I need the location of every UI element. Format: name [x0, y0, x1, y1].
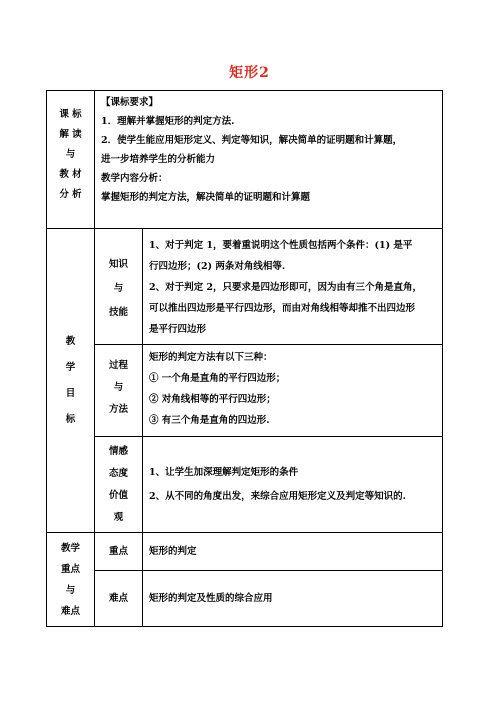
lesson-plan-table — [46, 90, 443, 627]
label-line: 情感 — [108, 446, 128, 457]
row-focus — [47, 533, 443, 571]
text-line: 进一步培养学生的分析能力 — [101, 154, 216, 165]
label-line: 教 材 — [59, 169, 82, 180]
knowledge-content — [143, 229, 443, 345]
label-line: 分 析 — [59, 189, 82, 200]
label-line: 与 — [113, 283, 124, 294]
label-line: 价值 — [108, 490, 128, 501]
label-line: 态度 — [108, 468, 128, 479]
label-goals — [47, 229, 95, 533]
text-line: 1．理解并掌握矩形的判定方法. — [101, 116, 235, 127]
text-line: 2．使学生能应用矩形定义、判定等知识，解决简单的证明题和计算题， — [101, 135, 403, 146]
label-key — [47, 533, 95, 627]
row-difficulty — [47, 571, 443, 627]
text-line: 行四边形；(2) 两条对角线相等. — [149, 261, 286, 272]
label-line: 目 — [65, 387, 76, 399]
emotion-content — [143, 437, 443, 533]
label-line: 技能 — [108, 307, 128, 318]
row-knowledge — [47, 229, 443, 345]
text-line: ① 一个角是直角的平行四边形； — [149, 373, 286, 384]
curriculum-content — [95, 91, 443, 229]
label-line: 重点 — [60, 563, 80, 575]
text-line: 【课标要求】 — [101, 97, 159, 108]
label-line: 与 — [65, 149, 76, 160]
label-line: 课 标 — [59, 109, 82, 120]
label-line: 教 — [65, 335, 76, 347]
label-focus: 重点 — [95, 533, 143, 571]
text-line: 1、对于判定 1，要着重说明这个性质包括两个条件：(1) 是平 — [149, 240, 413, 251]
label-knowledge — [95, 229, 143, 345]
label-process — [95, 345, 143, 437]
label-line: 知识 — [108, 259, 128, 270]
label-line: 学 — [65, 361, 76, 373]
text-line: 是平行四边形 — [149, 324, 207, 335]
text-line: 可以推出四边形是平行四边形，而由对角线相等却推不出四边形 — [149, 303, 416, 314]
label-line: 方法 — [108, 404, 128, 415]
row-process — [47, 345, 443, 437]
text-line: 1、让学生加深理解判定矩形的条件 — [149, 466, 299, 478]
text-line: ③ 有三个角是直角的四边形. — [149, 415, 270, 426]
process-content — [143, 345, 443, 437]
text-line: ② 对角线相等的平行四边形； — [149, 394, 276, 405]
label-line: 难点 — [60, 605, 80, 617]
label-difficulty: 难点 — [95, 571, 143, 627]
row-curriculum — [47, 91, 443, 229]
focus-content: 矩形的判定 — [143, 533, 443, 571]
label-emotion — [95, 437, 143, 533]
text-line: 矩形的判定方法有以下三种： — [149, 352, 273, 363]
row-emotion — [47, 437, 443, 533]
difficulty-content: 矩形的判定及性质的综合应用 — [143, 571, 443, 627]
label-line: 教学 — [60, 542, 80, 554]
text-line: 2、对于判定 2，只要求是四边形即可，因为由有三个角是直角， — [149, 282, 423, 293]
text-line: 教学内容分析： — [101, 173, 168, 184]
label-line: 标 — [65, 413, 76, 425]
label-line: 过程 — [108, 360, 128, 371]
label-line: 解 读 — [59, 129, 82, 140]
label-curriculum — [47, 91, 95, 229]
text-line: 掌握矩形的判定方法，解决简单的证明题和计算题 — [101, 192, 311, 203]
text-line: 2、从不同的角度出发，来综合应用矩形定义及判定等知识的. — [149, 490, 406, 502]
label-line: 与 — [113, 382, 124, 393]
page-title: 矩形2 — [229, 65, 270, 81]
label-line: 与 — [65, 584, 76, 596]
label-line: 观 — [113, 512, 124, 523]
